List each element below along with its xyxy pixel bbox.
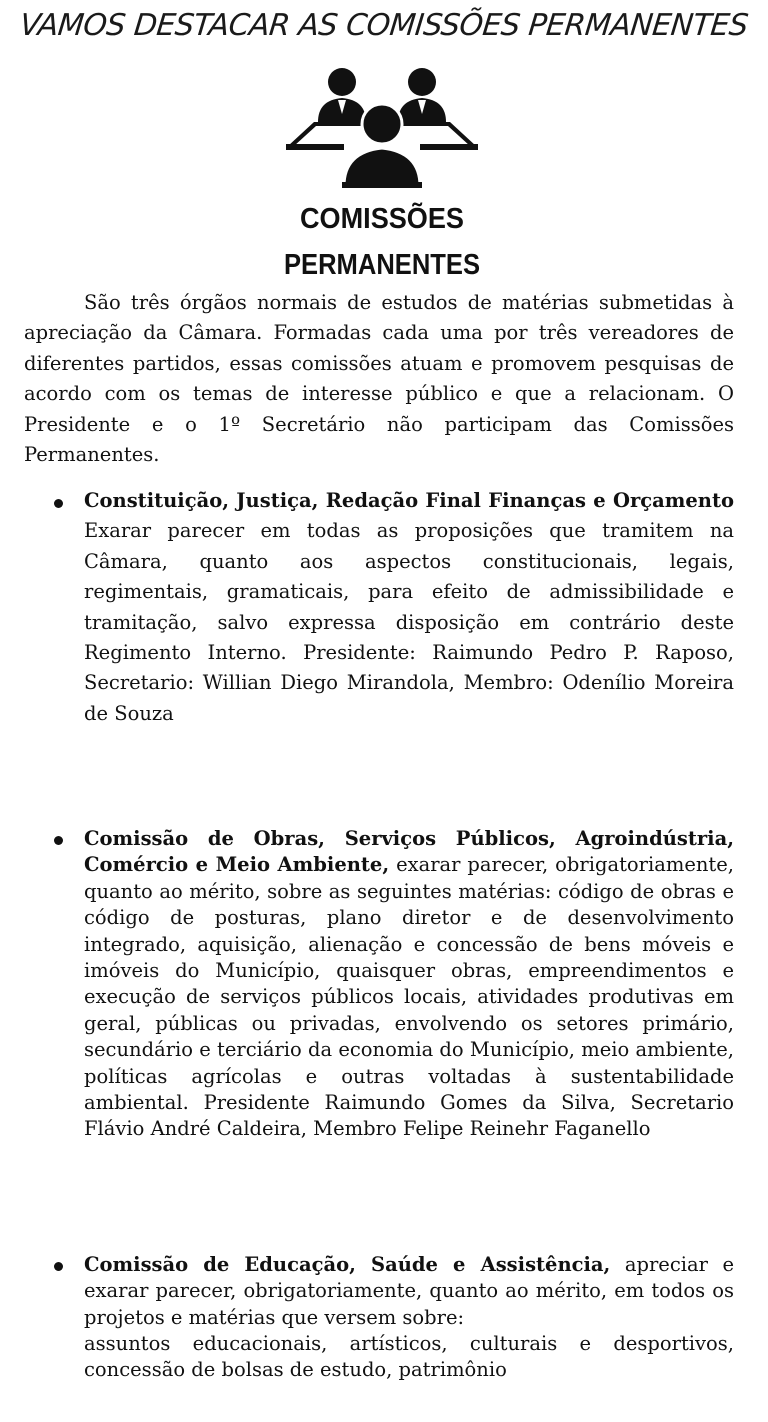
page-title: VAMOS DESTACAR AS COMISSÕES PERMANENTES [18,8,750,43]
people-at-table-icon [282,62,482,282]
intro-paragraph: São três órgãos normais de estudos de matérias submetidas à apreciação da Câmara. Formadas cada uma por três vereadores de diferentes partidos, essas comissões atuam e promovem pesquisas de acordo com os temas de interesse público e que a relacionam. O Presidente e o 1º Secretário não participam das Comissões Permanentes. [24,291,734,467]
commission-name: Comissão de Educação, Saúde e Assistência, [84,1253,611,1276]
commission-description: Exarar parecer em todas as proposições que tramitem na Câmara, quanto aos aspectos constitucionais, legais, regimentais, gramaticais, para efeito de admissibilidade e tramitação, salvo expressa disposição em contrário deste Regimento Interno. Presidente: Raimundo Pedro P. Raposo, Secretario: Willian Diego Mirandola, Membro: Odenílio Moreira de Souza [84,519,734,725]
bullet-icon [54,1262,63,1271]
commission-description: apreciar e exarar parecer, obrigatoriamente, quanto ao mérito, em todos os projetos e matérias que versem sobre: [84,1253,735,1329]
commission-continuation: assuntos educacionais, artísticos, culturais e desportivos, concessão de bolsas de estudo, patrimônio [84,1332,734,1382]
commission-paragraph [84,486,734,729]
logo-line1: COMISSÕES [300,203,476,235]
bullet-icon [54,499,63,508]
commission-paragraph [84,826,734,1143]
commission-name: Comissão de Obras, Serviços Públicos, Agroindústria, Comércio e Meio Ambiente, [84,827,734,877]
commission-name: Constituição, Justiça, Redação Final Finanças e Orçamento [84,489,734,512]
commission-description: exarar parecer, obrigatoriamente, quanto ao mérito, sobre as seguintes matérias: código de obras e código de posturas, plano diretor e de desenvolvimento integrado, aquisição, alienação e concessão de bens móveis e imóveis do Município, quaisquer obras, empreendimentos e execução de serviços públicos locais, atividades produtivas em geral, públicas ou privadas, envolvendo os setores primário, secundário e terciário da economia do Município, meio ambiente, políticas agrícolas e outras voltadas à sustentabilidade ambiental. Presidente Raimundo Gomes da Silva, Secretario Flávio André Caldeira, Membro Felipe Reinehr Faganello [84,853,734,1141]
commissions-logo [282,62,482,282]
logo-line2: PERMANENTES [284,249,480,281]
commission-paragraph [84,1252,734,1331]
bullet-icon [54,836,63,845]
